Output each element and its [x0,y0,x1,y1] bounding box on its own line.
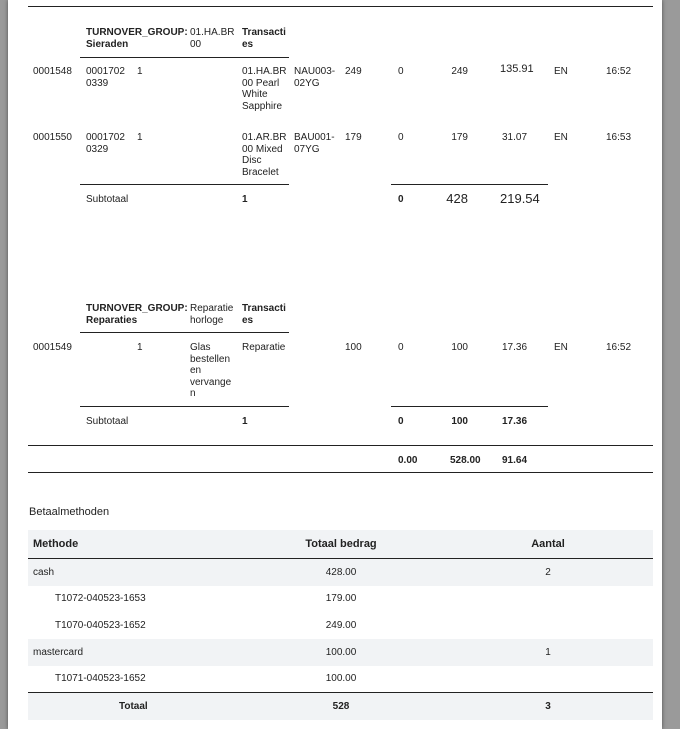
group-header-label: TURNOVER_GROUP: Sieraden [86,27,188,50]
transaction-id: T1071-040523-1652 [55,673,146,684]
grand-total-rule [28,472,653,473]
total: 179 [451,132,468,143]
grand-total-rule [28,445,653,446]
group-header-type: Transacti es [242,27,286,50]
subtotal-vat: 219.54 [500,191,540,206]
payments-title: Betaalmethoden [29,506,110,518]
description: 01.HA.BR 00 Pearl White Sapphire [242,66,287,112]
transaction-id: T1072-040523-1653 [55,593,146,604]
sku: Reparatie [242,342,286,353]
price: 100 [345,342,362,353]
language: EN [554,342,568,353]
top-rule [28,6,653,7]
description: Glas bestellen en vervange n [190,342,232,399]
sku: NAU003- 02YG [294,66,336,89]
payment-count: 1 [545,647,551,658]
payment-amount: 249.00 [325,620,357,631]
group-header-type: Transacti es [242,303,286,326]
receipt-number: 0001549 [33,342,72,353]
discount: 0 [398,342,404,353]
payment-method: cash [33,567,55,578]
subtotal-label: Subtotaal [86,416,129,427]
grand-total-discount: 0.00 [398,455,418,466]
subtotal-quantity: 1 [242,416,248,427]
quantity: 1 [137,342,143,353]
vat-amount: 17.36 [502,342,528,353]
language: EN [554,66,568,77]
subtotal-rule [80,406,289,407]
price: 179 [345,132,362,143]
transaction-id: T1070-040523-1652 [55,620,146,631]
subtotal-rule [80,184,289,185]
subtotal-quantity: 1 [242,194,248,205]
description: 01.AR.BR 00 Mixed Disc Bracelet [242,132,287,178]
language: EN [554,132,568,143]
discount: 0 [398,132,404,143]
time: 16:52 [606,66,632,77]
payments-total-count: 3 [545,701,551,712]
total: 249 [451,66,468,77]
group-header-rule [80,57,289,58]
column-amount: Totaal bedrag [305,538,377,550]
grand-total-vat: 91.64 [502,455,528,466]
column-count: Aantal [531,538,565,550]
payment-method: mastercard [33,647,84,658]
subtotal-discount: 0 [398,194,404,205]
sku: BAU001- 07YG [294,132,335,155]
payment-amount: 179.00 [325,593,357,604]
vat-amount: 31.07 [502,132,528,143]
subtotal-discount: 0 [398,416,404,427]
payment-amount: 428.00 [325,567,357,578]
payment-amount: 100.00 [325,673,357,684]
report-page [8,0,662,729]
group-header-label: TURNOVER_GROUP: Reparaties [86,303,188,326]
subtotal-rule [391,406,548,407]
payments-total-amount: 528 [332,701,350,712]
article-number: 0001702 0339 [86,66,125,89]
quantity: 1 [137,66,143,77]
payment-count: 2 [545,567,551,578]
payments-total-label: Totaal [119,701,148,712]
discount: 0 [398,66,404,77]
subtotal-total: 428 [446,191,468,206]
group-header-rule [80,332,289,333]
group-header-code: 01.HA.BR 00 [190,27,235,50]
receipt-number: 0001550 [33,132,72,143]
time: 16:52 [606,342,632,353]
quantity: 1 [137,132,143,143]
subtotal-total: 100 [451,416,468,427]
group-header-code: Reparatie horloge [190,303,234,326]
grand-total-amount: 528.00 [450,455,481,466]
column-method: Methode [33,538,79,550]
price: 249 [345,66,362,77]
vat-amount: 135.91 [500,63,534,75]
subtotal-rule [391,184,548,185]
article-number: 0001702 0329 [86,132,125,155]
subtotal-label: Subtotaal [86,194,129,205]
payment-amount: 100.00 [325,647,357,658]
receipt-number: 0001548 [33,66,72,77]
total: 100 [451,342,468,353]
subtotal-vat: 17.36 [502,416,528,427]
time: 16:53 [606,132,632,143]
